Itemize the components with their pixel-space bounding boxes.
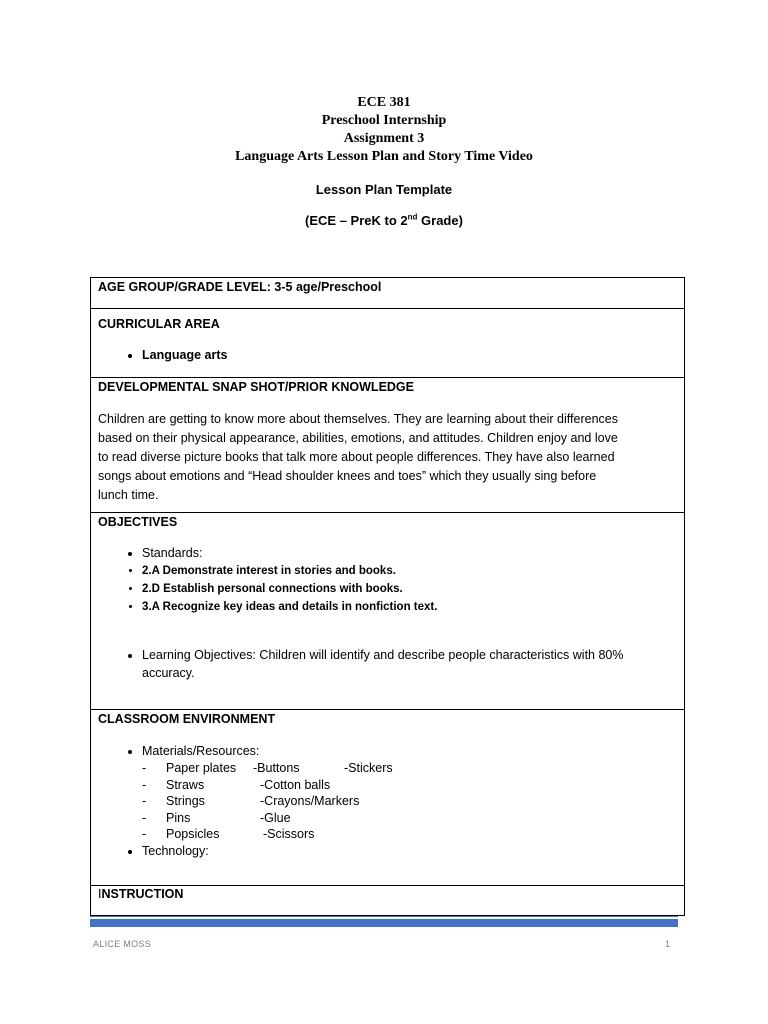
- footer-rule-thin: [90, 916, 678, 917]
- materials-row: [98, 793, 677, 810]
- instruction-row: [91, 886, 685, 916]
- standards-label: • Standards:: [142, 545, 677, 562]
- snapshot-cell: [91, 378, 685, 513]
- curricular-row: [91, 309, 685, 378]
- environment-cell: [91, 710, 685, 886]
- materials-label: Materials/Resources:: [142, 744, 260, 758]
- material-name: -Scissors: [263, 827, 315, 841]
- snapshot-line: based on their physical appearance, abilities, emotions, and attitudes. Children enjoy and love: [98, 431, 618, 445]
- curricular-cell: [91, 309, 685, 378]
- instruction-rest: NSTRUCTION: [101, 887, 184, 901]
- objectives-row: [91, 513, 685, 710]
- age-group-row: [91, 278, 685, 309]
- curricular-item: • Language arts: [142, 348, 677, 362]
- template-title: Lesson Plan Template: [315, 182, 453, 197]
- environment-list: [98, 743, 677, 860]
- document-title: Language Arts Lesson Plan and Story Time Video: [235, 149, 533, 164]
- materials-row: [98, 826, 677, 843]
- materials-dash: -: [142, 810, 147, 825]
- objectives-cell: [91, 513, 685, 710]
- assignment-number: Assignment 3: [343, 131, 425, 146]
- age-group-label: AGE GROUP/GRADE LEVEL: 3-5 age/Preschool: [98, 280, 382, 294]
- snapshot-line: Children are getting to know more about themselves. They are learning about their differences: [98, 412, 618, 426]
- materials-dash: -: [142, 794, 147, 808]
- material-name: Strings: [166, 794, 205, 808]
- instruction-title: [98, 886, 677, 902]
- material-name: Popsicles: [166, 827, 220, 841]
- age-group-cell: [91, 278, 685, 309]
- materials-row: [98, 810, 677, 827]
- materials-item: [142, 743, 677, 843]
- materials-dash: -: [142, 827, 147, 841]
- learning-objectives-list: [98, 646, 677, 682]
- material-name: Straws: [166, 777, 205, 792]
- learning-objective-line: Learning Objectives: Children will identify and describe people characteristics with 80%: [142, 648, 624, 662]
- standards-list: [98, 545, 677, 616]
- footer-rule: [90, 919, 678, 927]
- materials-grid: [98, 760, 677, 843]
- standard-item: • 3.A Recognize key ideas and details in nonfiction text.: [142, 598, 677, 616]
- materials-dash: -: [142, 761, 147, 775]
- material-name: -Crayons/Markers: [260, 794, 360, 808]
- document-header: [0, 94, 768, 166]
- learning-objective-line: accuracy.: [142, 666, 195, 680]
- curricular-title: CURRICULAR AREA: [98, 317, 220, 331]
- standard-item: • 2.D Establish personal connections with books.: [142, 580, 677, 598]
- materials-dash: -: [142, 777, 147, 792]
- technology-item: • Technology:: [142, 843, 677, 860]
- material-name: -Buttons: [253, 761, 300, 775]
- grade-scope: [0, 213, 768, 228]
- material-name: Pins: [166, 810, 191, 825]
- snapshot-line: lunch time.: [98, 488, 159, 502]
- instruction-cell: [91, 886, 685, 916]
- objectives-title: OBJECTIVES: [98, 515, 178, 529]
- environment-row: [91, 710, 685, 886]
- instruction-initial: I: [98, 887, 102, 901]
- footer-author: ALICE MOSS: [93, 939, 152, 949]
- material-name: Paper plates: [166, 761, 237, 775]
- materials-row: [98, 777, 677, 794]
- learning-objective: [142, 646, 677, 682]
- environment-title: CLASSROOM ENVIRONMENT: [98, 712, 276, 726]
- material-name: -Cotton balls: [260, 777, 331, 792]
- snapshot-line: songs about emotions and “Head shoulder knees and toes” which they usually sing before: [98, 469, 597, 483]
- program-name: Preschool Internship: [321, 113, 447, 128]
- snapshot-line: to read diverse picture books that talk more about people differences. They have also learned: [98, 450, 615, 464]
- material-name: -Stickers: [344, 761, 393, 775]
- standard-item: • 2.A Demonstrate interest in stories and books.: [142, 562, 677, 580]
- snapshot-paragraph: [98, 410, 677, 505]
- course-code: ECE 381: [357, 95, 411, 110]
- material-name: -Glue: [260, 810, 291, 825]
- curricular-list: [98, 348, 677, 362]
- materials-row: [98, 760, 677, 777]
- lesson-plan-table: [90, 277, 685, 916]
- snapshot-title: DEVELOPMENTAL SNAP SHOT/PRIOR KNOWLEDGE: [98, 380, 414, 394]
- footer-page-number: 1: [665, 939, 671, 949]
- grade-scope-end: Grade): [417, 213, 463, 228]
- snapshot-row: [91, 378, 685, 513]
- grade-scope-text: (ECE – PreK to 2: [305, 213, 408, 228]
- grade-scope-sup: nd: [407, 212, 418, 222]
